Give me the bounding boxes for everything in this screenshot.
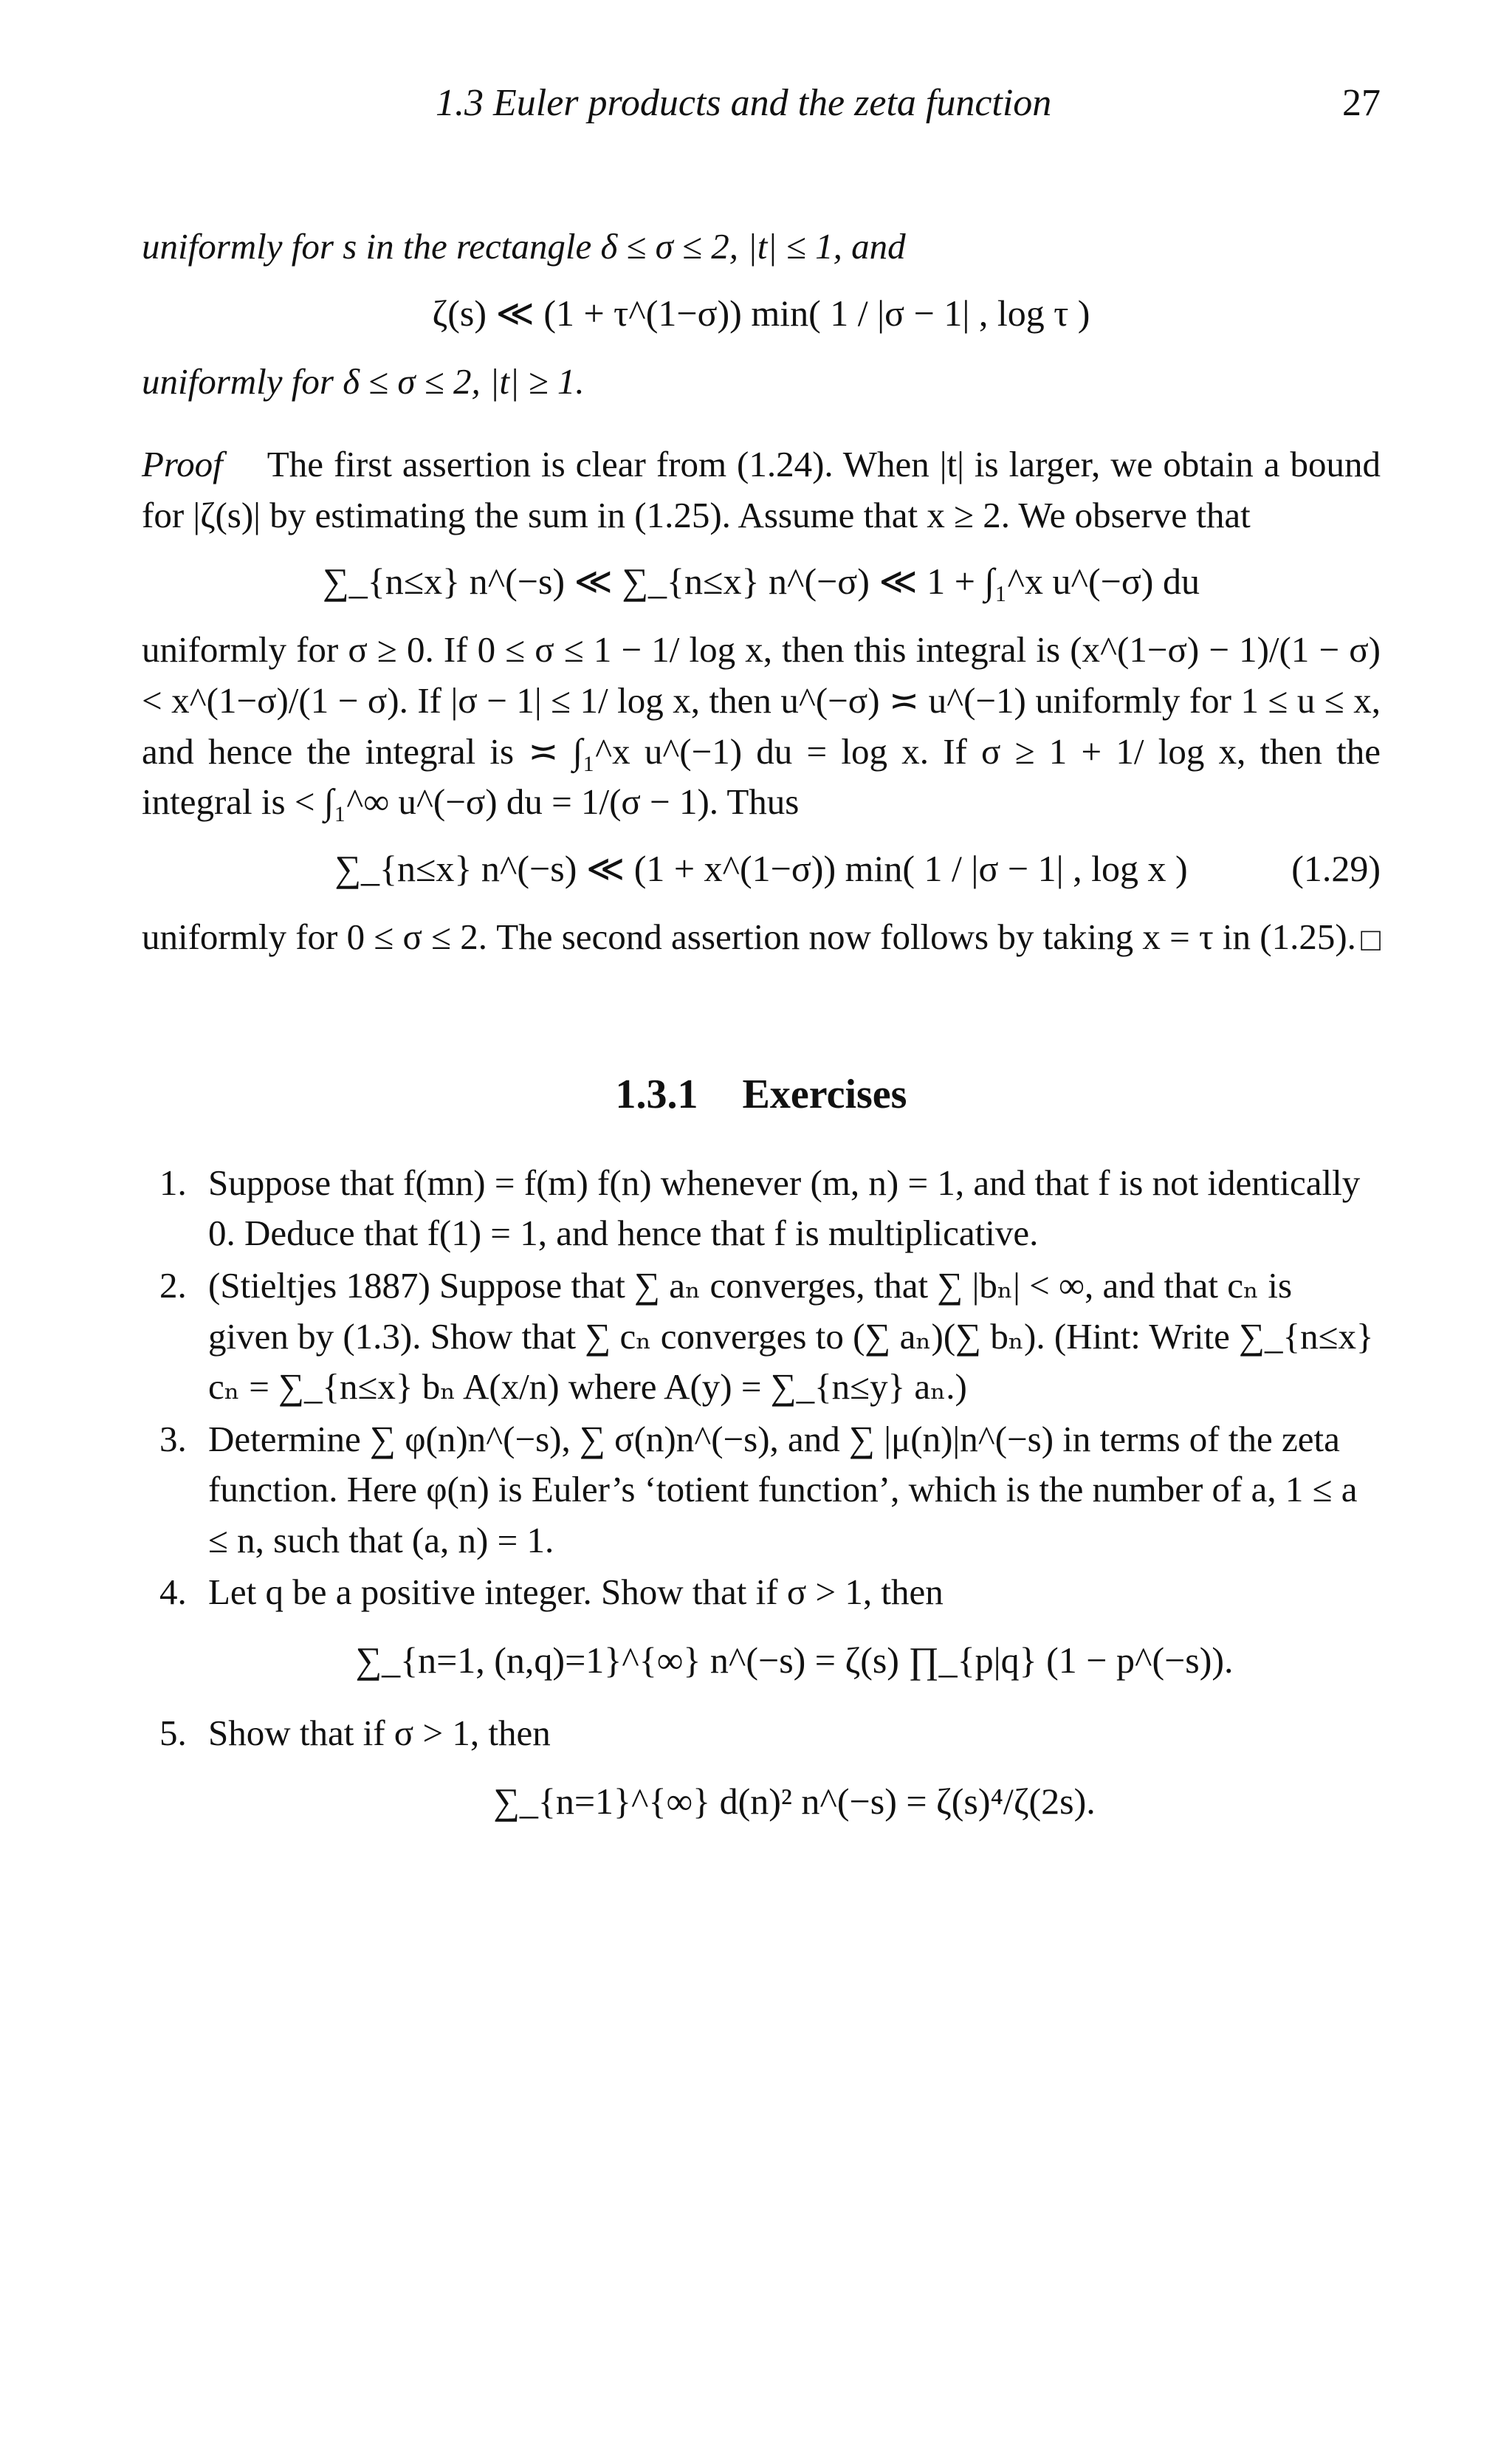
proof-paragraph-1 bbox=[142, 439, 1381, 541]
display-equation-2: ∑_{n≤x} n^(−s) ≪ ∑_{n≤x} n^(−σ) ≪ 1 + ∫₁^x u^(−σ) du bbox=[323, 561, 1200, 603]
exercise-number: 2. bbox=[159, 1264, 187, 1306]
page-number: 27 bbox=[1342, 82, 1381, 124]
exercise-list bbox=[142, 1158, 1381, 1827]
exercise-number: 4. bbox=[159, 1572, 187, 1613]
exercise-text: Let q be a positive integer. Show that if σ > 1, then bbox=[208, 1572, 944, 1613]
exercise-item bbox=[142, 1567, 1381, 1686]
proof-paragraph-2: uniformly for σ ≥ 0. If 0 ≤ σ ≤ 1 − 1/ log x, then this integral is (x^(1−σ) − 1)/(1 − σ) < x^(1−σ)/(1 − σ). If |σ − 1| ≤ 1/ log x, then u^(−σ) ≍ u^(−1) uniformly for 1 ≤ u ≤ x, and hence the integral is ≍ ∫₁^x u^(−1) du = log x. If σ ≥ 1 + 1/ log x, then the integral is < ∫₁^∞ u^(−σ) du = 1/(σ − 1). Thus bbox=[142, 629, 1381, 823]
exercise-item bbox=[142, 1708, 1381, 1827]
section-heading bbox=[142, 1066, 1381, 1123]
proof-text-3: uniformly for 0 ≤ σ ≤ 2. The second assertion now follows by taking x = τ in (1.25). bbox=[142, 916, 1356, 957]
equation-1-29: ∑_{n≤x} n^(−s) ≪ (1 + x^(1−σ)) min( 1 / |σ − 1| , log x ) bbox=[334, 847, 1188, 889]
exercise-display-equation: ∑_{n=1, (n,q)=1}^{∞} n^(−s) = ζ(s) ∏_{p|q} (1 − p^(−s)). bbox=[355, 1639, 1234, 1682]
exercise-number: 1. bbox=[159, 1162, 187, 1203]
equation-number: (1.29) bbox=[1291, 847, 1381, 889]
page-header bbox=[0, 77, 1512, 136]
exercise-display-equation: ∑_{n=1}^{∞} d(n)² n^(−s) = ζ(s)⁴/ζ(2s). bbox=[493, 1780, 1096, 1822]
page-body bbox=[142, 222, 1381, 1849]
section-title: Exercises bbox=[742, 1072, 907, 1118]
section-number: 1.3.1 bbox=[615, 1072, 698, 1118]
display-equation-3 bbox=[142, 843, 1381, 894]
exercise-text: Determine ∑ φ(n)n^(−s), ∑ σ(n)n^(−s), and ∑ |μ(n)|n^(−s) in terms of the zeta function. Here φ(n) is Euler’s ‘totient function’, which is the number of a, 1 ≤ a ≤ n, such that (a, n) = 1. bbox=[208, 1418, 1358, 1560]
proof-paragraph-3 bbox=[142, 912, 1381, 963]
exercise-item bbox=[142, 1158, 1381, 1259]
running-title: 1.3 Euler products and the zeta function bbox=[436, 82, 1052, 124]
proof-label: Proof bbox=[142, 444, 223, 485]
qed-symbol: □ bbox=[1361, 921, 1381, 958]
exercise-text: Suppose that f(mn) = f(m) f(n) whenever (m, n) = 1, and that f is not identically 0. Deduce that f(1) = 1, and hence that f is multiplicative. bbox=[208, 1162, 1361, 1254]
proof-text-1: The first assertion is clear from (1.24). When |t| is larger, we obtain a bound for |ζ(s)| by estimating the sum in (1.25). Assume that x ≥ 2. We observe that bbox=[142, 444, 1381, 535]
exercise-number: 3. bbox=[159, 1418, 187, 1459]
statement-line-2: uniformly for δ ≤ σ ≤ 2, |t| ≥ 1. bbox=[142, 360, 585, 402]
exercise-number: 5. bbox=[159, 1713, 187, 1754]
exercise-item bbox=[142, 1414, 1381, 1566]
display-equation-1: ζ(s) ≪ (1 + τ^(1−σ)) min( 1 / |σ − 1| , log τ ) bbox=[432, 292, 1090, 334]
exercise-item bbox=[142, 1261, 1381, 1413]
statement-line-1: uniformly for s in the rectangle δ ≤ σ ≤ 2, |t| ≤ 1, and bbox=[142, 226, 906, 267]
exercise-text: (Stieltjes 1887) Suppose that ∑ aₙ converges, that ∑ |bₙ| < ∞, and that cₙ is given by (1.3). Show that ∑ cₙ converges to (∑ aₙ)(∑ bₙ). (Hint: Write ∑_{n≤x} cₙ = ∑_{n≤x} bₙ A(x/n) where A(y) = ∑_{n≤y} aₙ.) bbox=[208, 1264, 1374, 1408]
exercise-text: Show that if σ > 1, then bbox=[208, 1713, 551, 1754]
